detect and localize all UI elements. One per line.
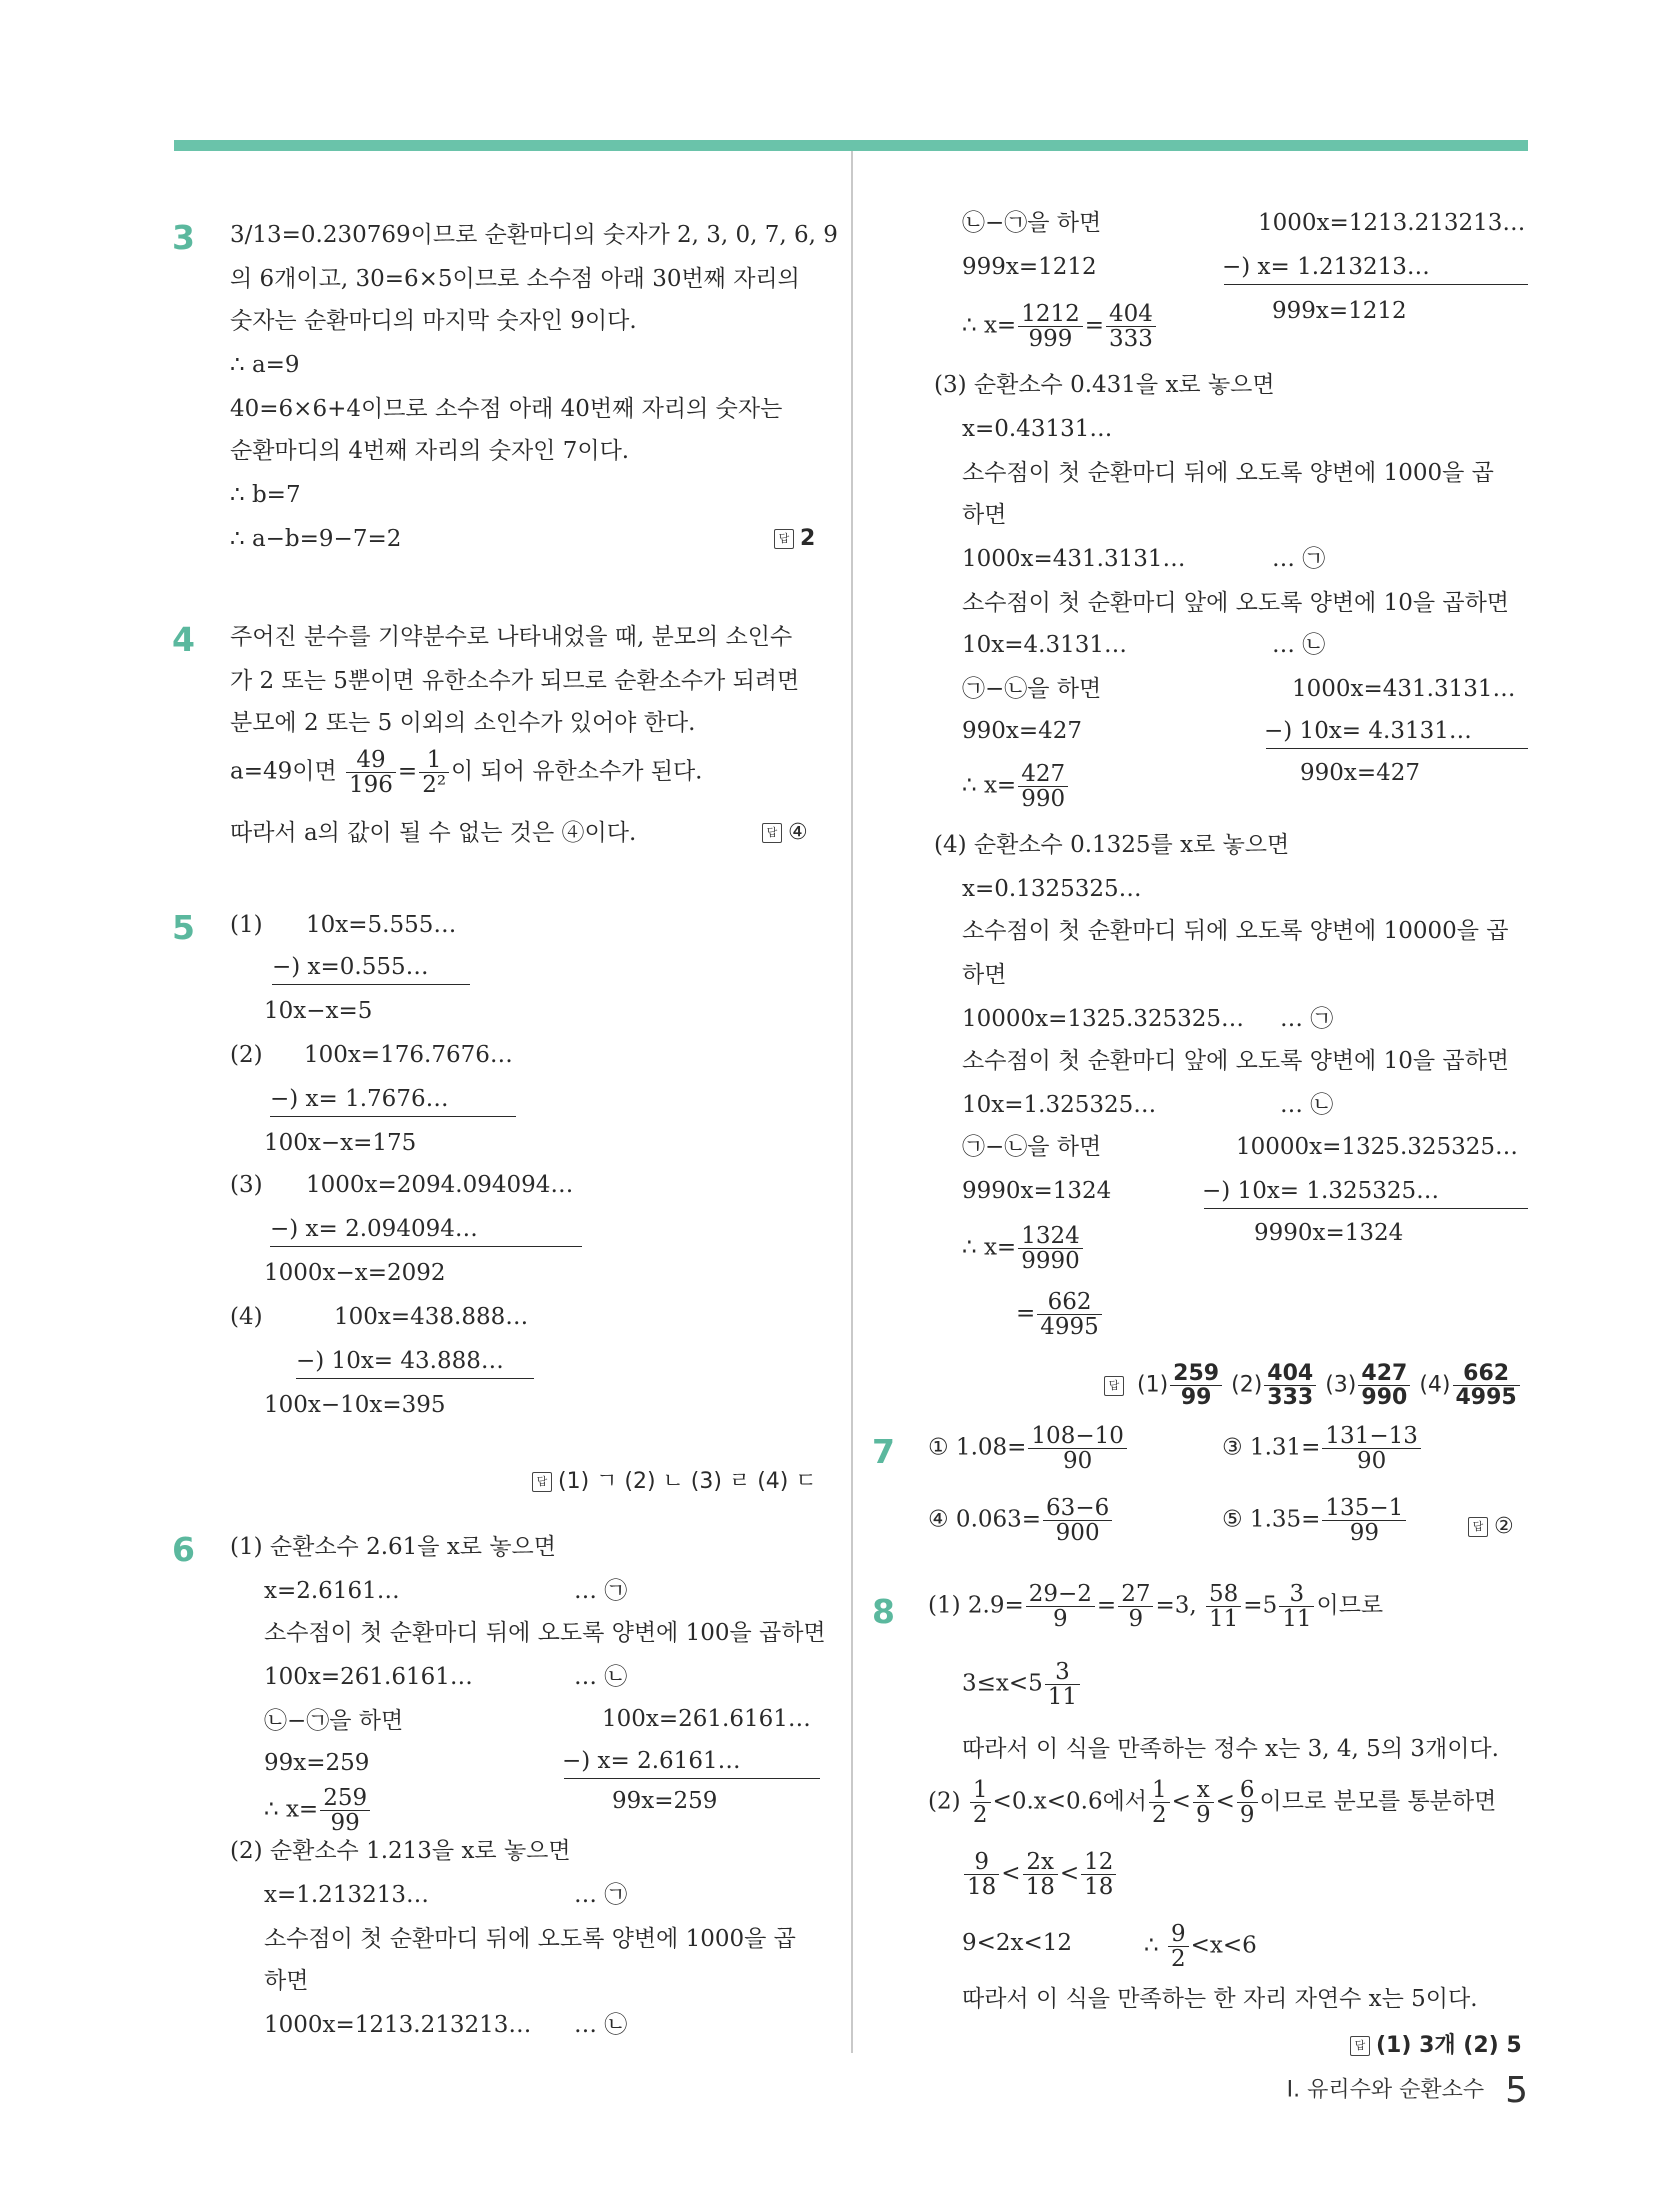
equation: −) x=0.555… — [272, 954, 429, 980]
equation: ∴ x= $\frac{427}{990}$ — [962, 762, 1070, 811]
equation-marker: … ㉠ — [1280, 1006, 1334, 1032]
answer: 답 (1) $\frac{259}{99}$ (2) $\frac{404}{333}$ (3) $\frac{427}{990}$ (4) $\frac{662}{4995}$ — [1104, 1362, 1522, 1409]
text-line: 소수점이 첫 순환마디 뒤에 오도록 양변에 1000을 곱 — [264, 1926, 796, 1952]
equation-marker: … ㉡ — [574, 2012, 628, 2038]
text-line: 40=6×6+4이므로 소수점 아래 40번째 자리의 숫자는 — [230, 396, 783, 422]
equation: 9990x=1324 — [1254, 1220, 1404, 1246]
text-line: 소수점이 첫 순환마디 앞에 오도록 양변에 10을 곱하면 — [962, 590, 1510, 616]
text-line: 의 6개이고, 30=6×5이므로 소수점 아래 30번째 자리의 — [230, 266, 800, 292]
equation: 1000x=431.3131… — [962, 546, 1186, 572]
equation: 1000x=1213.213213… — [264, 2012, 532, 2038]
problem-number: 6 — [172, 1530, 195, 1569]
text-line: 소수점이 첫 순환마디 뒤에 오도록 양변에 10000을 곱 — [962, 918, 1509, 944]
equation: −) x= 1.213213… — [1222, 254, 1430, 280]
equation-marker: … ㉠ — [574, 1882, 628, 1908]
page-footer — [1287, 2070, 1528, 2111]
equation: x=2.6161… — [264, 1578, 400, 1604]
equation: −) 10x= 43.888… — [296, 1348, 504, 1374]
text-line: 소수점이 첫 순환마디 뒤에 오도록 양변에 1000을 곱 — [962, 460, 1494, 486]
equation: 999x=1212 — [1272, 298, 1407, 324]
equation-marker: … ㉠ — [1272, 546, 1326, 572]
equation: 9990x=1324 — [962, 1178, 1112, 1204]
choice-4: ④ 0.063= $\frac{63-6}{900}$ — [928, 1496, 1114, 1545]
text-line: 가 2 또는 5뿐이면 유한소수가 되므로 순환소수가 되려면 — [230, 668, 800, 694]
equation: −) x= 2.094094… — [270, 1216, 478, 1242]
sub-label: (3) — [230, 1172, 263, 1198]
problem-number: 4 — [172, 620, 195, 659]
answer: 답 ② — [1468, 1514, 1514, 1539]
answer: 답 2 — [774, 526, 815, 551]
column-divider — [851, 151, 853, 2053]
chapter-title: I. 유리수와 순환소수 — [1286, 2077, 1485, 2103]
equation: 1000x−x=2092 — [264, 1260, 446, 1286]
text-line: a=49이면 $\frac{49}{196}$ = $\frac{1}{\text{2²}}$ 이 되어 유한소수가 된다. — [230, 747, 703, 799]
text-line: ㉡−㉠을 하면 — [264, 1708, 404, 1734]
equation: 990x=427 — [962, 718, 1083, 744]
equation: 100x=261.6161… — [264, 1664, 473, 1690]
equation: −) 10x= 4.3131… — [1264, 718, 1472, 744]
subtraction-line — [1224, 284, 1528, 285]
equation: x=0.43131… — [962, 416, 1113, 442]
equation: 1000x=1213.213213… — [1258, 210, 1526, 236]
problem-number: 5 — [172, 908, 195, 947]
equation: 1000x=2094.094094… — [306, 1172, 574, 1198]
choice-3: ③ 1.31= $\frac{131-13}{90}$ — [1222, 1424, 1423, 1473]
text-line: 하면 — [962, 502, 1007, 528]
equation: −) 10x= 1.325325… — [1202, 1178, 1440, 1204]
equation: 999x=1212 — [962, 254, 1097, 280]
text-line: 순환마디의 4번째 자리의 숫자인 7이다. — [230, 438, 630, 464]
equation: 100x=261.6161… — [602, 1706, 811, 1732]
text-line: 하면 — [264, 1968, 309, 1994]
sub-label: (2) — [230, 1042, 263, 1068]
text-line: 숫자는 순환마디의 마지막 숫자인 9이다. — [230, 308, 637, 334]
equation-marker: … ㉠ — [574, 1578, 628, 1604]
page-number: 5 — [1505, 2070, 1528, 2111]
text-line: ㉠−㉡을 하면 — [962, 1134, 1102, 1160]
equation: x=0.1325325… — [962, 876, 1142, 902]
sub-label: (1) — [230, 912, 263, 938]
subtraction-line — [270, 1116, 516, 1117]
text-line: ∴ a−b=9−7=2 — [230, 526, 402, 552]
equation: ∴ x= $\frac{1324}{9990}$ — [962, 1224, 1085, 1273]
problem-number: 3 — [172, 218, 195, 257]
equation: 100x−x=175 — [264, 1130, 417, 1156]
answer-mark-icon: 답 — [1350, 2036, 1370, 2056]
problem-number: 8 — [872, 1592, 895, 1631]
subtraction-line — [1204, 1208, 1528, 1209]
text-line: ㉡−㉠을 하면 — [962, 210, 1102, 236]
equation: 10000x=1325.325325… — [962, 1006, 1245, 1032]
equation: 10x=5.555… — [306, 912, 457, 938]
choice-1: ① 1.08= $\frac{108-10}{90}$ — [928, 1424, 1129, 1473]
subtraction-line — [296, 1378, 534, 1379]
text-line: (4) 순환소수 0.1325를 x로 놓으면 — [934, 832, 1290, 858]
subtraction-line — [272, 984, 470, 985]
equation: 99x=259 — [264, 1750, 370, 1776]
text-line: 주어진 분수를 기약분수로 나타내었을 때, 분모의 소인수 — [230, 624, 793, 650]
equation: 10x−x=5 — [264, 998, 373, 1024]
answer: 답 (1) 3개 (2) 5 — [1350, 2028, 1522, 2059]
answer: 답 (1) ㄱ (2) ㄴ (3) ㄹ (4) ㄷ — [532, 1464, 817, 1495]
text-line: 소수점이 첫 순환마디 앞에 오도록 양변에 10을 곱하면 — [962, 1048, 1510, 1074]
answer-mark-icon: 답 — [1468, 1517, 1488, 1537]
equation: $\frac{9}{18}$ < $\frac{2x}{18}$ < $\frac{12}{18}$ — [962, 1850, 1118, 1899]
text-line: 따라서 이 식을 만족하는 한 자리 자연수 x는 5이다. — [962, 1986, 1478, 2012]
equation: = $\frac{662}{4995}$ — [1016, 1290, 1104, 1339]
answer-mark-icon: 답 — [1104, 1376, 1124, 1396]
choice-5: ⑤ 1.35= $\frac{135-1}{99}$ — [1222, 1496, 1408, 1545]
sub-label: (4) — [230, 1304, 263, 1330]
equation: x=1.213213… — [264, 1882, 429, 1908]
equation: 3≤x<5 $\frac{3}{11}$ — [962, 1660, 1082, 1709]
text-line: 따라서 a의 값이 될 수 없는 것은 ④이다. — [230, 820, 637, 846]
problem-number: 7 — [872, 1432, 895, 1471]
subtraction-line — [270, 1246, 582, 1247]
equation: 990x=427 — [1300, 760, 1421, 786]
top-accent-bar — [174, 140, 1528, 151]
equation: 1000x=431.3131… — [1292, 676, 1516, 702]
equation: (1) 2.9= $\frac{29-2}{9}$ = $\frac{27}{9}$ =3, $\frac{58}{11}$ =5 $\frac{3}{11}$ 이므로 — [928, 1581, 1384, 1633]
equation-marker: … ㉡ — [1280, 1092, 1334, 1118]
equation: ∴ x= $\frac{259}{99}$ — [264, 1786, 372, 1835]
equation: 10x=4.3131… — [962, 632, 1127, 658]
equation: −) x= 2.6161… — [562, 1748, 741, 1774]
equation: −) x= 1.7676… — [270, 1086, 449, 1112]
equation: 100x=438.888… — [334, 1304, 529, 1330]
text-line: ∴ a=9 — [230, 352, 300, 378]
text-line: (1) 순환소수 2.61을 x로 놓으면 — [230, 1534, 556, 1560]
answer-mark-icon: 답 — [532, 1472, 552, 1492]
equation: 10000x=1325.325325… — [1236, 1134, 1519, 1160]
subtraction-line — [1266, 748, 1528, 749]
text-line: ㉠−㉡을 하면 — [962, 676, 1102, 702]
equation: 10x=1.325325… — [962, 1092, 1157, 1118]
text-line: (2) 순환소수 1.213을 x로 놓으면 — [230, 1838, 571, 1864]
equation-marker: … ㉡ — [574, 1664, 628, 1690]
equation: 100x−10x=395 — [264, 1392, 446, 1418]
equation: (2) $\frac{1}{2}$ <0.x<0.6에서 $\frac{1}{2}$ < $\frac{x}{9}$ < $\frac{6}{9}$ 이므로 분모를 통분하면 — [928, 1777, 1497, 1829]
subtraction-line — [564, 1778, 820, 1779]
equation: 99x=259 — [612, 1788, 718, 1814]
equation: 9<2x<12 — [962, 1930, 1073, 1956]
text-line: 3/13=0.230769이므로 순환마디의 숫자가 2, 3, 0, 7, 6, 9 — [230, 222, 838, 248]
text-line: ∴ b=7 — [230, 482, 301, 508]
equation: 100x=176.7676… — [304, 1042, 513, 1068]
text-line: 분모에 2 또는 5 이외의 소인수가 있어야 한다. — [230, 710, 696, 736]
equation: ∴ x= $\frac{1212}{999}$ = $\frac{404}{333}$ — [962, 302, 1158, 351]
equation: ∴ $\frac{9}{2}$ <x<6 — [1144, 1921, 1257, 1973]
text-line: 하면 — [962, 962, 1007, 988]
text-line: 따라서 이 식을 만족하는 정수 x는 3, 4, 5의 3개이다. — [962, 1736, 1499, 1762]
answer-mark-icon: 답 — [774, 529, 794, 549]
text-line: 소수점이 첫 순환마디 뒤에 오도록 양변에 100을 곱하면 — [264, 1620, 826, 1646]
answer: 답 ④ — [762, 820, 808, 845]
text-line: (3) 순환소수 0.431을 x로 놓으면 — [934, 372, 1275, 398]
equation-marker: … ㉡ — [1272, 632, 1326, 658]
answer-mark-icon: 답 — [762, 823, 782, 843]
